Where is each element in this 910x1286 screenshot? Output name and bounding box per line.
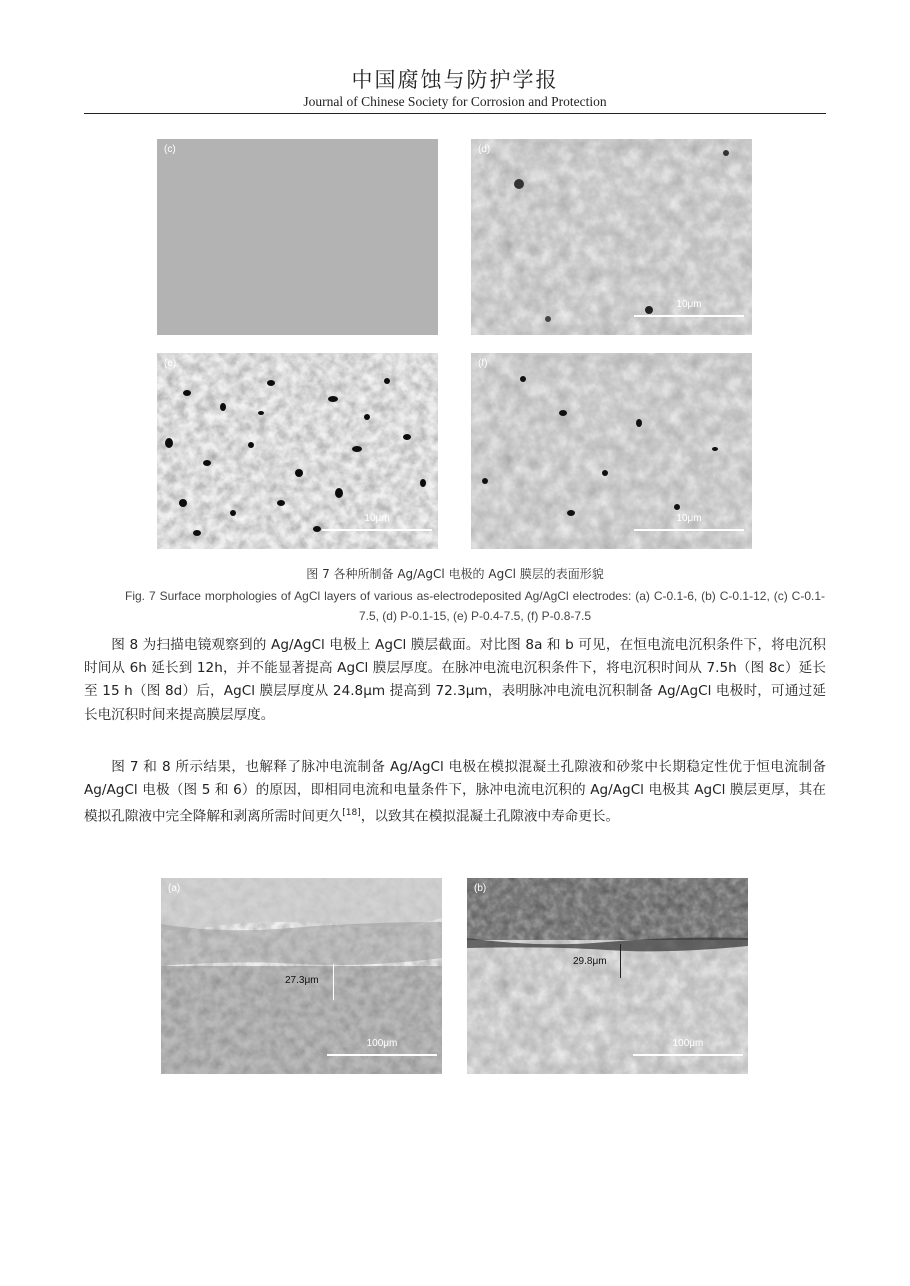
scale-text-e: 10μm	[364, 513, 390, 524]
scale-bar-d	[634, 315, 744, 317]
thickness-label-a: 27.3μm	[285, 975, 319, 986]
thickness-arrow-b	[620, 944, 621, 978]
panel-label-e: (e)	[164, 358, 177, 369]
panel-label-b: (b)	[474, 883, 487, 894]
sem-panel-d	[471, 139, 752, 335]
paragraph-2-tail: ，以致其在模拟混凝土孔隙液中寿命更长。	[360, 808, 620, 825]
figure7-caption-cn: 图 7 各种所制备 Ag/AgCl 电极的 AgCl 膜层的表面形貌	[306, 567, 604, 581]
scale-text-f: 10μm	[676, 513, 702, 524]
scale-text-b: 100μm	[672, 1038, 704, 1049]
header-rule	[84, 113, 826, 114]
paragraph-2-text: 图 7 和 8 所示结果，也解释了脉冲电流制备 Ag/AgCl 电极在模拟混凝土孔隙液和砂浆中长期稳定性优于恒电流制备 Ag/AgCl 电极（图 5 和 6）的原因，即相同电流和电量条件下，脉冲电流电沉积的 Ag/AgCl 电极其 AgCl 膜层更厚，其在模拟孔隙液中完全降解和剥离所需时间更久	[84, 759, 826, 825]
scale-bar-f	[634, 529, 744, 531]
panel-label-d: (d)	[478, 144, 491, 155]
sem-panel-c	[157, 139, 438, 335]
scale-text-a: 100μm	[366, 1038, 398, 1049]
scale-bar-e	[322, 529, 432, 531]
cross-section-panel-b	[467, 878, 748, 1074]
scale-text-d: 10μm	[676, 299, 702, 310]
thickness-label-b: 29.8μm	[573, 956, 607, 967]
panel-label-a: (a)	[168, 883, 181, 894]
journal-title-en: Journal of Chinese Society for Corrosion and Protection	[303, 94, 607, 109]
figure7-caption-en: Fig. 7 Surface morphologies of AgCl layers of various as-electrodeposited Ag/AgCl electrodes: (a) C-0.1-6, (b) C-0.1-12, (c) C-0.1-7.5, (d) P-0.1-15, (e) P-0.4-7.5, (f) P-0.8-7.5	[125, 589, 825, 623]
scale-bar-b	[633, 1054, 743, 1056]
citation-ref: [18]	[342, 808, 361, 819]
panel-label-f: (f)	[478, 358, 488, 369]
sem-panel-e	[157, 353, 438, 549]
thickness-arrow-a	[333, 964, 334, 1000]
panel-label-c: (c)	[164, 144, 176, 155]
cross-section-panel-a	[161, 878, 442, 1074]
sem-texture-c	[157, 139, 438, 335]
body-paragraph-1: 图 8 为扫描电镜观察到的 Ag/AgCl 电极上 AgCl 膜层截面。对比图 8a 和 b 可见，在恒电流电沉积条件下，将电沉积时间从 6h 延长到 12h，并不能显著提高 AgCl 膜层厚度。在脉冲电流电沉积条件下，将电沉积时间从 7.5h（图 8c）延长至 15 h（图 8d）后，AgCl 膜层厚度从 24.8μm 提高到 72.3μm，表明脉冲电流电沉积制备 Ag/AgCl 电极时，可通过延长电沉积时间来提高膜层厚度。	[84, 637, 826, 723]
sem-panel-f	[471, 353, 752, 549]
body-paragraph-2	[84, 756, 826, 829]
scale-bar-a	[327, 1054, 437, 1056]
journal-title-cn: 中国腐蚀与防护学报	[351, 68, 559, 92]
